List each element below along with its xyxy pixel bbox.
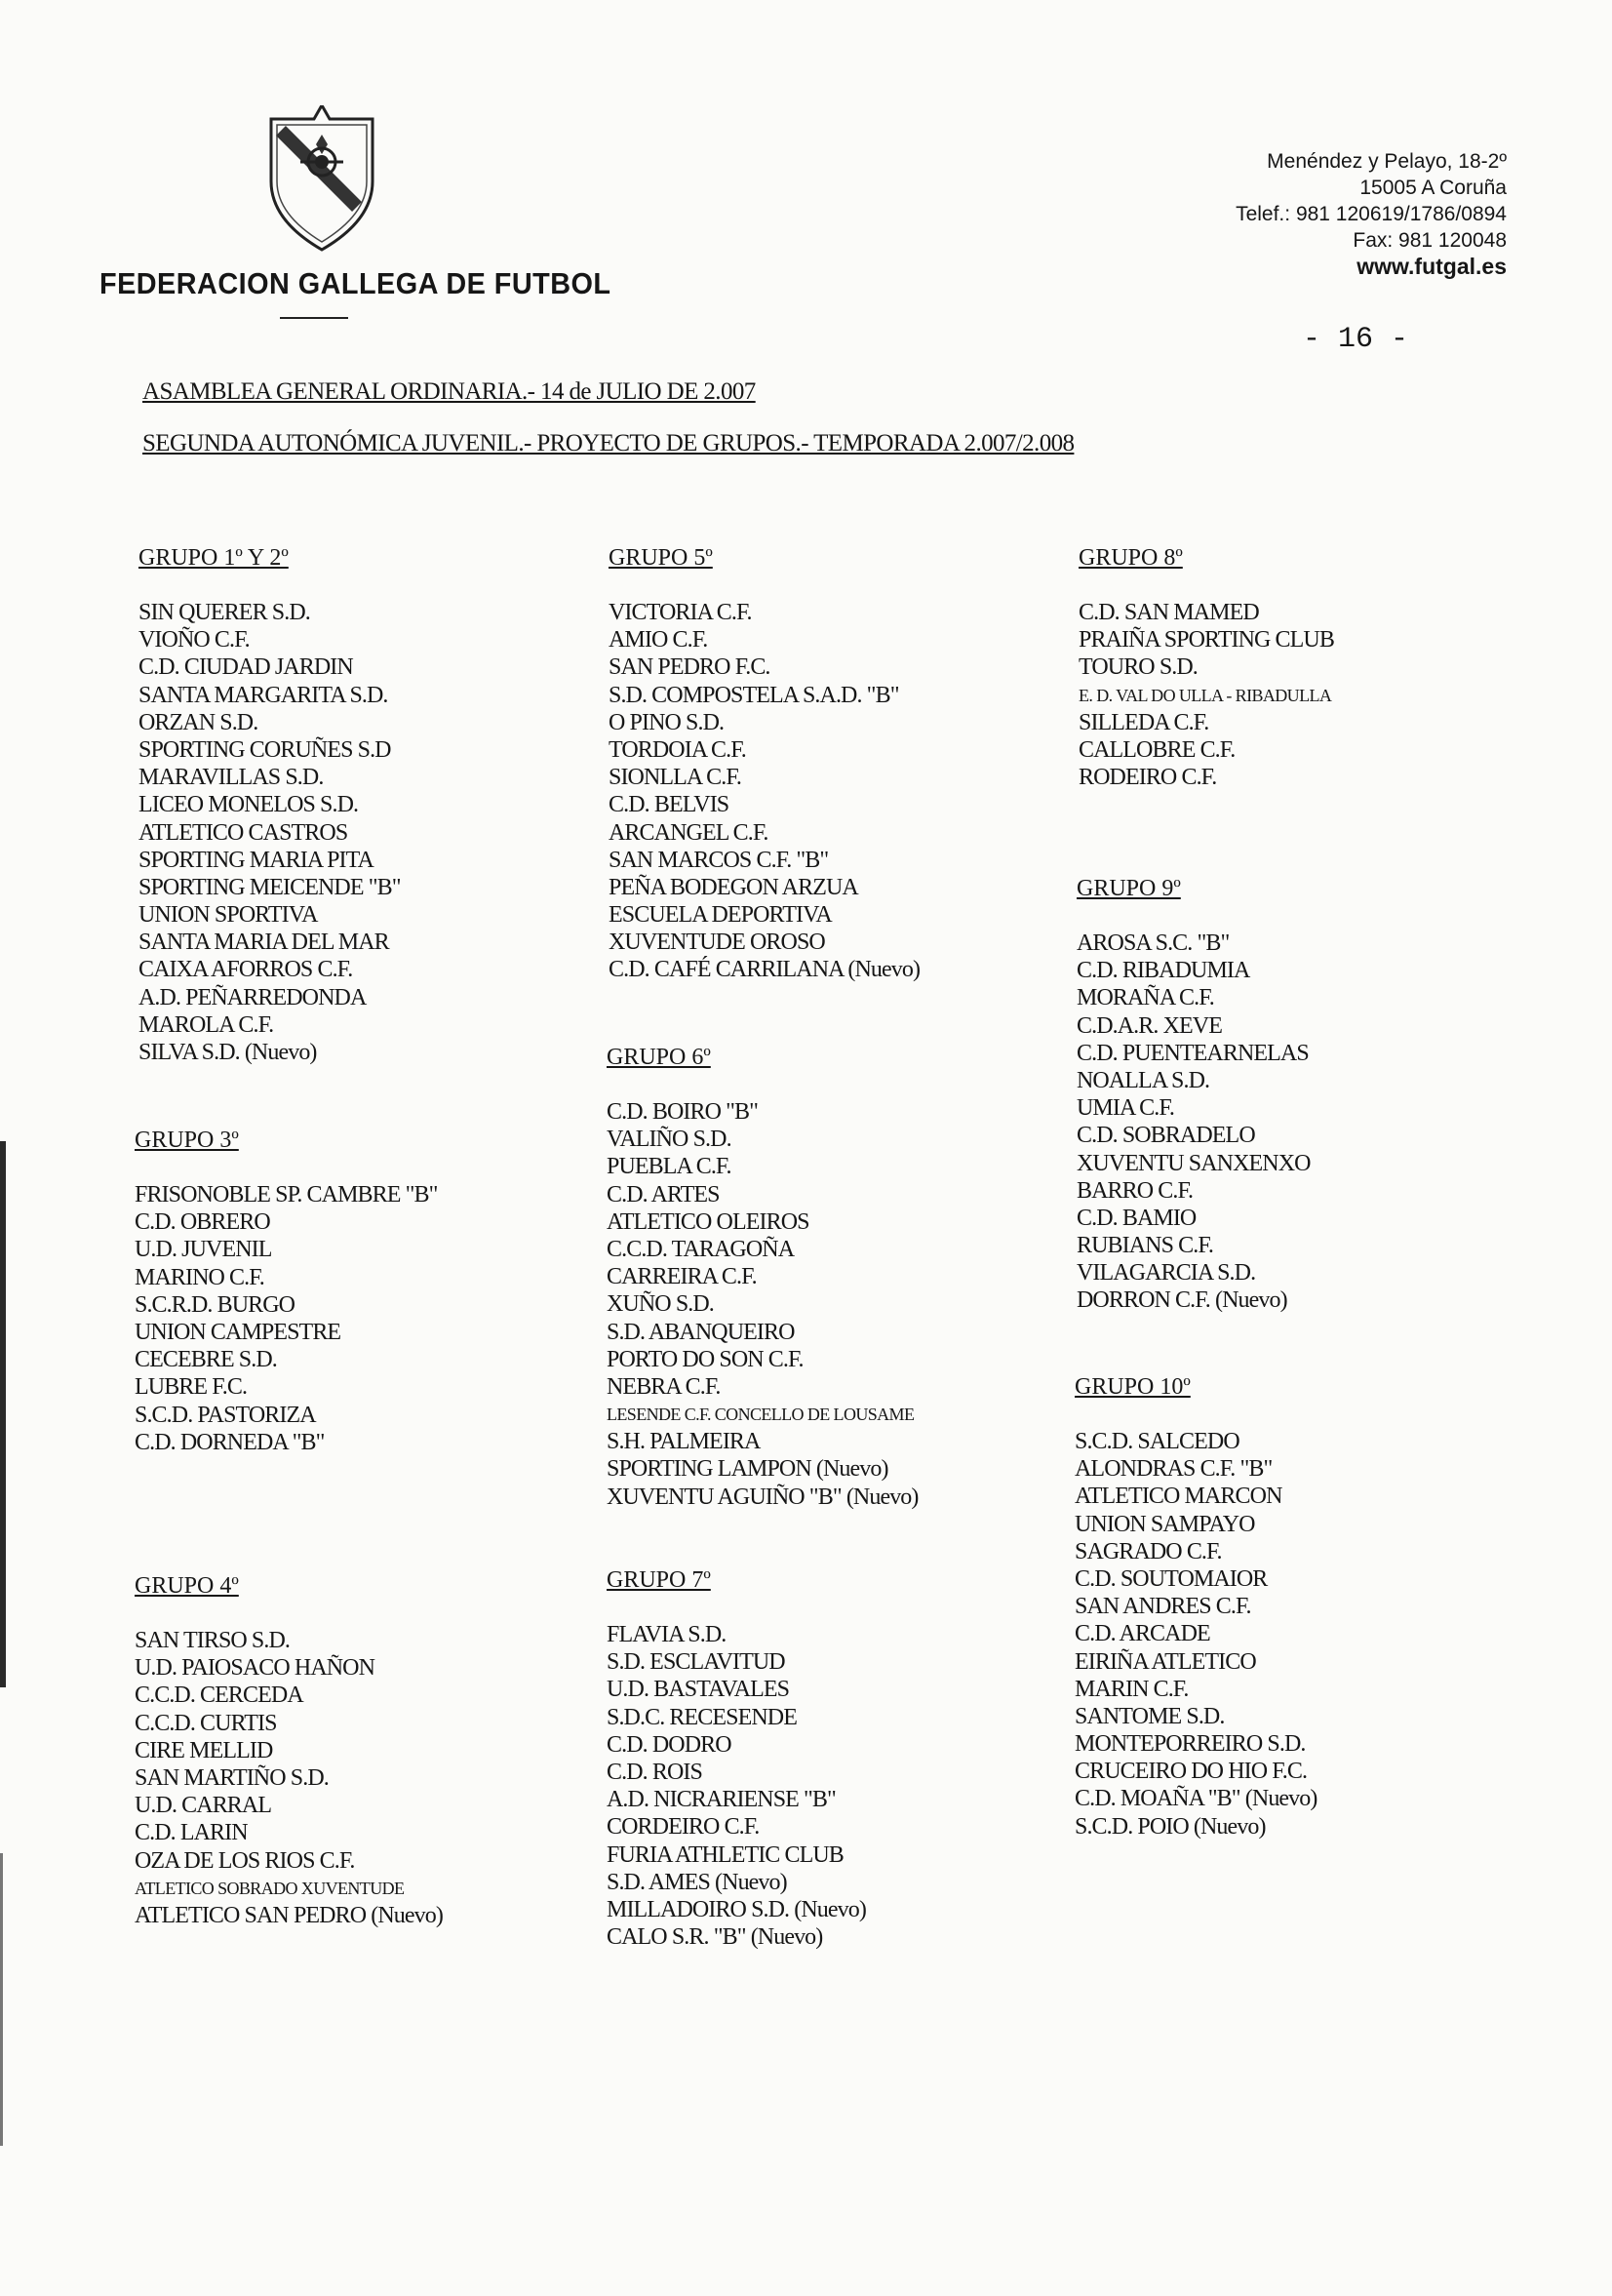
team-item: S.D. ESCLAVITUD: [607, 1649, 785, 1676]
team-item: C.D. ARCADE: [1075, 1621, 1210, 1647]
new-team-note: (Nuevo): [1215, 1287, 1287, 1314]
team-list: [1075, 1428, 1317, 1841]
team-item: SIONLLA C.F.: [609, 765, 741, 791]
group-8: [1079, 544, 1334, 791]
team-item: C.D. DODRO: [607, 1731, 731, 1758]
team-item: VIOÑO C.F.: [138, 627, 250, 653]
team-item: XUVENTUDE OROSO: [609, 930, 825, 956]
team-item: MARIN C.F.: [1075, 1676, 1189, 1702]
team-item: EIRIÑA ATLETICO: [1075, 1648, 1256, 1675]
address-block: [1136, 148, 1507, 280]
team-item: RODEIRO C.F.: [1079, 765, 1217, 791]
organization-name: FEDERACION GALLEGA DE FUTBOL: [99, 266, 611, 300]
team-item: E. D. VAL DO ULLA - RIBADULLA: [1079, 685, 1332, 705]
team-item: U.D. JUVENIL: [135, 1237, 272, 1263]
group-title: GRUPO 5º: [609, 545, 713, 571]
team-name: DORRON C.F.: [1077, 1287, 1210, 1314]
team-name: XUVENTU AGUIÑO "B": [607, 1484, 842, 1510]
team-item: MARAVILLAS S.D.: [138, 765, 324, 791]
team-item: UNION SPORTIVA: [138, 902, 318, 929]
team-item: S.D. COMPOSTELA S.A.D. "B": [609, 682, 899, 708]
team-item: SAN ANDRES C.F.: [1075, 1594, 1251, 1620]
team-list: [135, 1181, 438, 1456]
project-heading: SEGUNDA AUTONÓMICA JUVENIL.- PROYECTO DE GRUPOS.- TEMPORADA 2.007/2.008: [142, 430, 1075, 456]
team-name: MILLADOIRO S.D.: [607, 1896, 790, 1922]
team-item: CALLOBRE C.F.: [1079, 736, 1236, 763]
group-title: GRUPO 7º: [607, 1567, 711, 1593]
team-item: UMIA C.F.: [1077, 1095, 1175, 1122]
team-item: C.D. SOUTOMAIOR: [1075, 1565, 1268, 1592]
group-5: [609, 544, 920, 984]
team-item: CIRE MELLID: [135, 1737, 273, 1763]
team-item: [1075, 1813, 1317, 1841]
group-7: [607, 1566, 866, 1951]
team-item: S.C.R.D. BURGO: [135, 1291, 295, 1318]
team-item: C.D.A.R. XEVE: [1077, 1012, 1222, 1039]
group-title: GRUPO 4º: [135, 1573, 239, 1599]
team-item: U.D. CARRAL: [135, 1793, 272, 1819]
team-name: CALO S.R. "B": [607, 1924, 746, 1951]
team-item: PEÑA BODEGON ARZUA: [609, 874, 858, 900]
group-10: [1075, 1373, 1317, 1841]
group-title: GRUPO 6º: [607, 1045, 711, 1070]
team-item: LESENDE C.F. CONCELLO DE LOUSAME: [607, 1405, 915, 1425]
team-item: C.D. CIUDAD JARDIN: [138, 654, 353, 681]
team-item: SANTA MARGARITA S.D.: [138, 682, 388, 708]
team-item: SPORTING CORUÑES S.D: [138, 736, 391, 763]
team-item: [609, 956, 920, 983]
address-street: Menéndez y Pelayo, 18-2º: [1267, 150, 1507, 173]
team-item: CORDEIRO C.F.: [607, 1814, 760, 1841]
website-link[interactable]: www.futgal.es: [1356, 254, 1507, 279]
team-item: SAN MARTIÑO S.D.: [135, 1764, 329, 1791]
team-item: [135, 1902, 443, 1929]
team-list: [1079, 599, 1334, 791]
team-item: SAGRADO C.F.: [1075, 1538, 1222, 1564]
team-item: [607, 1869, 866, 1896]
team-item: S.C.D. SALCEDO: [1075, 1429, 1239, 1454]
team-list: [609, 599, 920, 984]
team-item: NOALLA S.D.: [1077, 1067, 1210, 1093]
team-name: ATLETICO SAN PEDRO: [135, 1902, 367, 1928]
team-item: CAIXA AFORROS C.F.: [138, 957, 353, 983]
team-name: C.D. CAFÉ CARRILANA: [609, 957, 844, 983]
team-item: AMIO C.F.: [609, 627, 708, 653]
team-name: S.D. AMES: [607, 1869, 710, 1895]
team-item: MORAÑA C.F.: [1077, 985, 1214, 1011]
team-item: FRISONOBLE SP. CAMBRE "B": [135, 1182, 438, 1207]
team-item: PRAIÑA SPORTING CLUB: [1079, 627, 1334, 653]
team-item: U.D. BASTAVALES: [607, 1677, 790, 1703]
team-item: PORTO DO SON C.F.: [607, 1346, 804, 1372]
team-item: C.C.D. CURTIS: [135, 1710, 277, 1736]
team-item: [607, 1896, 866, 1923]
group-1-2: [138, 544, 401, 1066]
team-item: SPORTING MARIA PITA: [138, 847, 374, 873]
team-item: C.D. BAMIO: [1077, 1205, 1197, 1231]
team-item: XUVENTU SANXENXO: [1077, 1150, 1311, 1176]
team-item: SIN QUERER S.D.: [138, 600, 310, 625]
team-item: SAN TIRSO S.D.: [135, 1628, 290, 1653]
team-item: MONTEPORREIRO S.D.: [1075, 1731, 1306, 1758]
group-title: GRUPO 8º: [1079, 545, 1183, 571]
team-item: MAROLA C.F.: [138, 1011, 274, 1038]
team-item: VILAGARCIA S.D.: [1077, 1260, 1256, 1287]
team-item: AROSA S.C. "B": [1077, 930, 1230, 956]
team-item: SANTA MARIA DEL MAR: [138, 930, 389, 956]
new-team-note: (Nuevo): [244, 1040, 317, 1065]
team-item: FLAVIA S.D.: [607, 1622, 727, 1647]
assembly-heading: ASAMBLEA GENERAL ORDINARIA.- 14 de JULIO DE 2.007: [142, 378, 756, 405]
team-name: S.C.D. POIO: [1075, 1813, 1189, 1840]
team-item: SAN MARCOS C.F. "B": [609, 847, 829, 873]
team-item: SPORTING MEICENDE "B": [138, 874, 401, 900]
team-item: ATLETICO OLEIROS: [607, 1208, 809, 1235]
team-item: S.D.C. RECESENDE: [607, 1704, 797, 1730]
team-item: C.D. ARTES: [607, 1181, 720, 1207]
team-list: [607, 1098, 919, 1511]
address-city: 15005 A Coruña: [1359, 177, 1507, 199]
group-title: GRUPO 9º: [1077, 876, 1181, 901]
scan-edge-shadow: [0, 1853, 3, 2146]
team-item: CARREIRA C.F.: [607, 1264, 757, 1290]
team-item: SILLEDA C.F.: [1079, 709, 1209, 735]
team-item: C.D. ROIS: [607, 1759, 702, 1785]
team-item: [607, 1455, 919, 1483]
team-item: UNION SAMPAYO: [1075, 1511, 1255, 1537]
team-item: TORDOIA C.F.: [609, 736, 746, 763]
team-item: VALIÑO S.D.: [607, 1127, 731, 1153]
team-list: [607, 1621, 866, 1951]
team-item: XUÑO S.D.: [607, 1291, 714, 1318]
team-item: UNION CAMPESTRE: [135, 1319, 341, 1345]
group-title: GRUPO 10º: [1075, 1374, 1191, 1400]
team-item: C.D. DORNEDA "B": [135, 1429, 325, 1455]
new-team-note: (Nuevo): [845, 1484, 919, 1510]
team-item: O PINO S.D.: [609, 709, 725, 735]
team-name: SILVA S.D.: [138, 1040, 240, 1065]
new-team-note: (Nuevo): [847, 957, 921, 983]
team-item: U.D. PAIOSACO HAÑON: [135, 1655, 375, 1682]
team-item: SAN PEDRO F.C.: [609, 654, 770, 681]
team-item: A.D. PEÑARREDONDA: [138, 984, 367, 1010]
team-item: C.D. BELVIS: [609, 792, 729, 818]
group-6: [607, 1044, 919, 1511]
team-item: C.C.D. CERCEDA: [135, 1682, 303, 1709]
team-item: [1077, 1287, 1311, 1314]
group-title: GRUPO 3º: [135, 1128, 239, 1153]
team-item: PUEBLA C.F.: [607, 1154, 731, 1180]
team-item: ALONDRAS C.F. "B": [1075, 1456, 1273, 1483]
team-item: C.D. SAN MAMED: [1079, 600, 1259, 625]
team-item: TOURO S.D.: [1079, 654, 1198, 681]
team-item: ESCUELA DEPORTIVA: [609, 902, 832, 929]
team-item: CECEBRE S.D.: [135, 1347, 277, 1373]
team-item: C.D. SOBRADELO: [1077, 1123, 1255, 1149]
team-item: C.D. LARIN: [135, 1820, 248, 1846]
organization-underline: [280, 317, 348, 319]
team-item: [607, 1923, 866, 1951]
team-item: S.D. ABANQUEIRO: [607, 1319, 795, 1345]
team-item: [1075, 1785, 1317, 1812]
team-item: C.C.D. TARAGOÑA: [607, 1236, 795, 1262]
team-item: C.D. BOIRO "B": [607, 1099, 759, 1125]
team-item: ATLETICO CASTROS: [138, 819, 348, 846]
scan-edge-shadow: [0, 1141, 6, 1687]
page-number: - 16 -: [1303, 323, 1409, 356]
new-team-note: (Nuevo): [715, 1869, 787, 1895]
team-item: C.D. OBRERO: [135, 1209, 270, 1236]
new-team-note: (Nuevo): [750, 1924, 823, 1951]
team-list: [135, 1627, 443, 1929]
team-item: ATLETICO SOBRADO XUVENTUDE: [135, 1878, 405, 1898]
team-item: [138, 1039, 401, 1066]
team-item: [607, 1484, 919, 1511]
federation-crest-logo: [263, 105, 380, 252]
team-item: A.D. NICRARIENSE "B": [607, 1787, 836, 1813]
new-team-note: (Nuevo): [1244, 1786, 1317, 1812]
team-item: OZA DE LOS RIOS C.F.: [135, 1847, 355, 1874]
team-item: FURIA ATHLETIC CLUB: [607, 1841, 844, 1868]
team-item: SANTOME S.D.: [1075, 1703, 1225, 1729]
team-item: CRUCEIRO DO HIO F.C.: [1075, 1759, 1308, 1785]
team-item: ATLETICO MARCON: [1075, 1484, 1282, 1510]
team-list: [138, 599, 401, 1066]
address-phone: Telef.: 981 120619/1786/0894: [1236, 203, 1507, 225]
team-name: SPORTING LAMPON: [607, 1456, 811, 1483]
team-name: C.D. MOAÑA "B": [1075, 1786, 1240, 1812]
team-item: C.D. RIBADUMIA: [1077, 958, 1250, 984]
team-item: S.H. PALMEIRA: [607, 1429, 761, 1455]
new-team-note: (Nuevo): [815, 1456, 888, 1483]
team-item: VICTORIA C.F.: [609, 600, 752, 625]
team-item: ARCANGEL C.F.: [609, 819, 768, 846]
team-list: [1077, 930, 1311, 1315]
team-item: S.C.D. PASTORIZA: [135, 1402, 316, 1428]
group-title: GRUPO 1º Y 2º: [138, 545, 289, 571]
team-item: RUBIANS C.F.: [1077, 1233, 1213, 1259]
team-item: LICEO MONELOS S.D.: [138, 792, 359, 818]
group-4: [135, 1572, 443, 1929]
team-item: NEBRA C.F.: [607, 1373, 721, 1400]
team-item: ORZAN S.D.: [138, 709, 258, 735]
address-fax: Fax: 981 120048: [1353, 229, 1507, 252]
new-team-note: (Nuevo): [1193, 1813, 1266, 1840]
team-item: C.D. PUENTEARNELAS: [1077, 1040, 1309, 1066]
team-item: LUBRE F.C.: [135, 1374, 248, 1401]
team-item: MARINO C.F.: [135, 1264, 264, 1290]
group-9: [1077, 875, 1311, 1315]
new-team-note: (Nuevo): [371, 1902, 443, 1928]
new-team-note: (Nuevo): [794, 1896, 866, 1922]
team-item: BARRO C.F.: [1077, 1177, 1194, 1204]
group-3: [135, 1127, 438, 1456]
